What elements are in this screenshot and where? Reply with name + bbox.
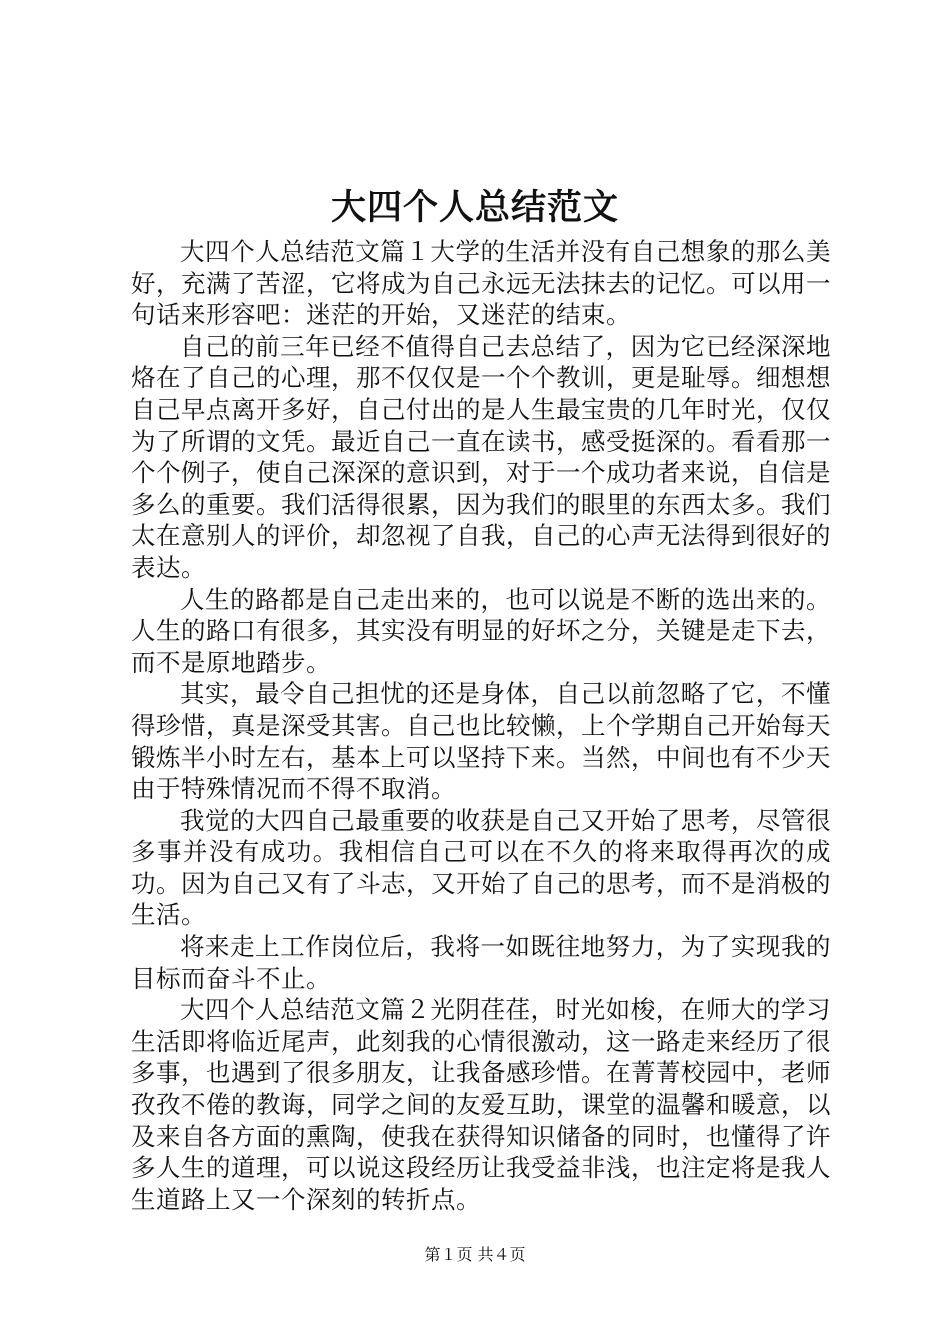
paragraph: 将来走上工作岗位后，我将一如既往地努力，为了实现我的目标而奋斗不止。 [131, 932, 831, 993]
paragraph: 大四个人总结范文篇２光阴荏荏，时光如梭，在师大的学习生活即将临近尾声，此刻我的心情很激动，这一路走来经历了很多事，也遇到了很多朋友，让我备感珍惜。在菁菁校园中，老师孜孜不倦的教诲，同学之间的友爱互助，课堂的温馨和暖意，以及来自各方面的熏陶，使我在获得知识储备的同时，也懂得了许多人生的道理，可以说这段经历让我受益非浅，也注定将是我人生道路上又一个深刻的转折点。 [131, 995, 831, 1214]
document-body [131, 236, 831, 1215]
paragraph: 我觉的大四自己最重要的收获是自己又开始了思考，尽管很多事并没有成功。我相信自己可以在不久的将来取得再次的成功。因为自己又有了斗志，又开始了自己的思考，而不是消极的生活。 [131, 805, 831, 930]
paragraph: 自己的前三年已经不值得自己去总结了，因为它已经深深地烙在了自己的心理，那不仅仅是一个个教训，更是耻辱。细想想自己早点离开多好，自己付出的是人生最宝贵的几年时光，仅仅为了所谓的文凭。最近自己一直在读书，感受挺深的。看看那一个个例子，使自己深深的意识到，对于一个成功者来说，自信是多么的重要。我们活得很累，因为我们的眼里的东西太多。我们太在意别人的评价，却忽视了自我，自己的心声无法得到很好的表达。 [131, 331, 831, 582]
document-title: 大四个人总结范文 [330, 187, 619, 228]
paragraph: 其实，最令自己担忧的还是身体，自己以前忽略了它，不懂得珍惜，真是深受其害。自己也比较懒，上个学期自己开始每天锻炼半小时左右，基本上可以坚持下来。当然，中间也有不少天由于特殊情况而不得不取消。 [131, 679, 831, 804]
paragraph: 人生的路都是自己走出来的，也可以说是不断的选出来的。人生的路口有很多，其实没有明显的好坏之分，关键是走下去，而不是原地踏步。 [131, 584, 831, 677]
page-footer: 第１页 共４页 [424, 1245, 526, 1264]
paragraph: 大四个人总结范文篇１大学的生活并没有自己想象的那么美好，充满了苦涩，它将成为自己永远无法抹去的记忆。可以用一句话来形容吧：迷茫的开始，又迷茫的结束。 [131, 237, 831, 330]
